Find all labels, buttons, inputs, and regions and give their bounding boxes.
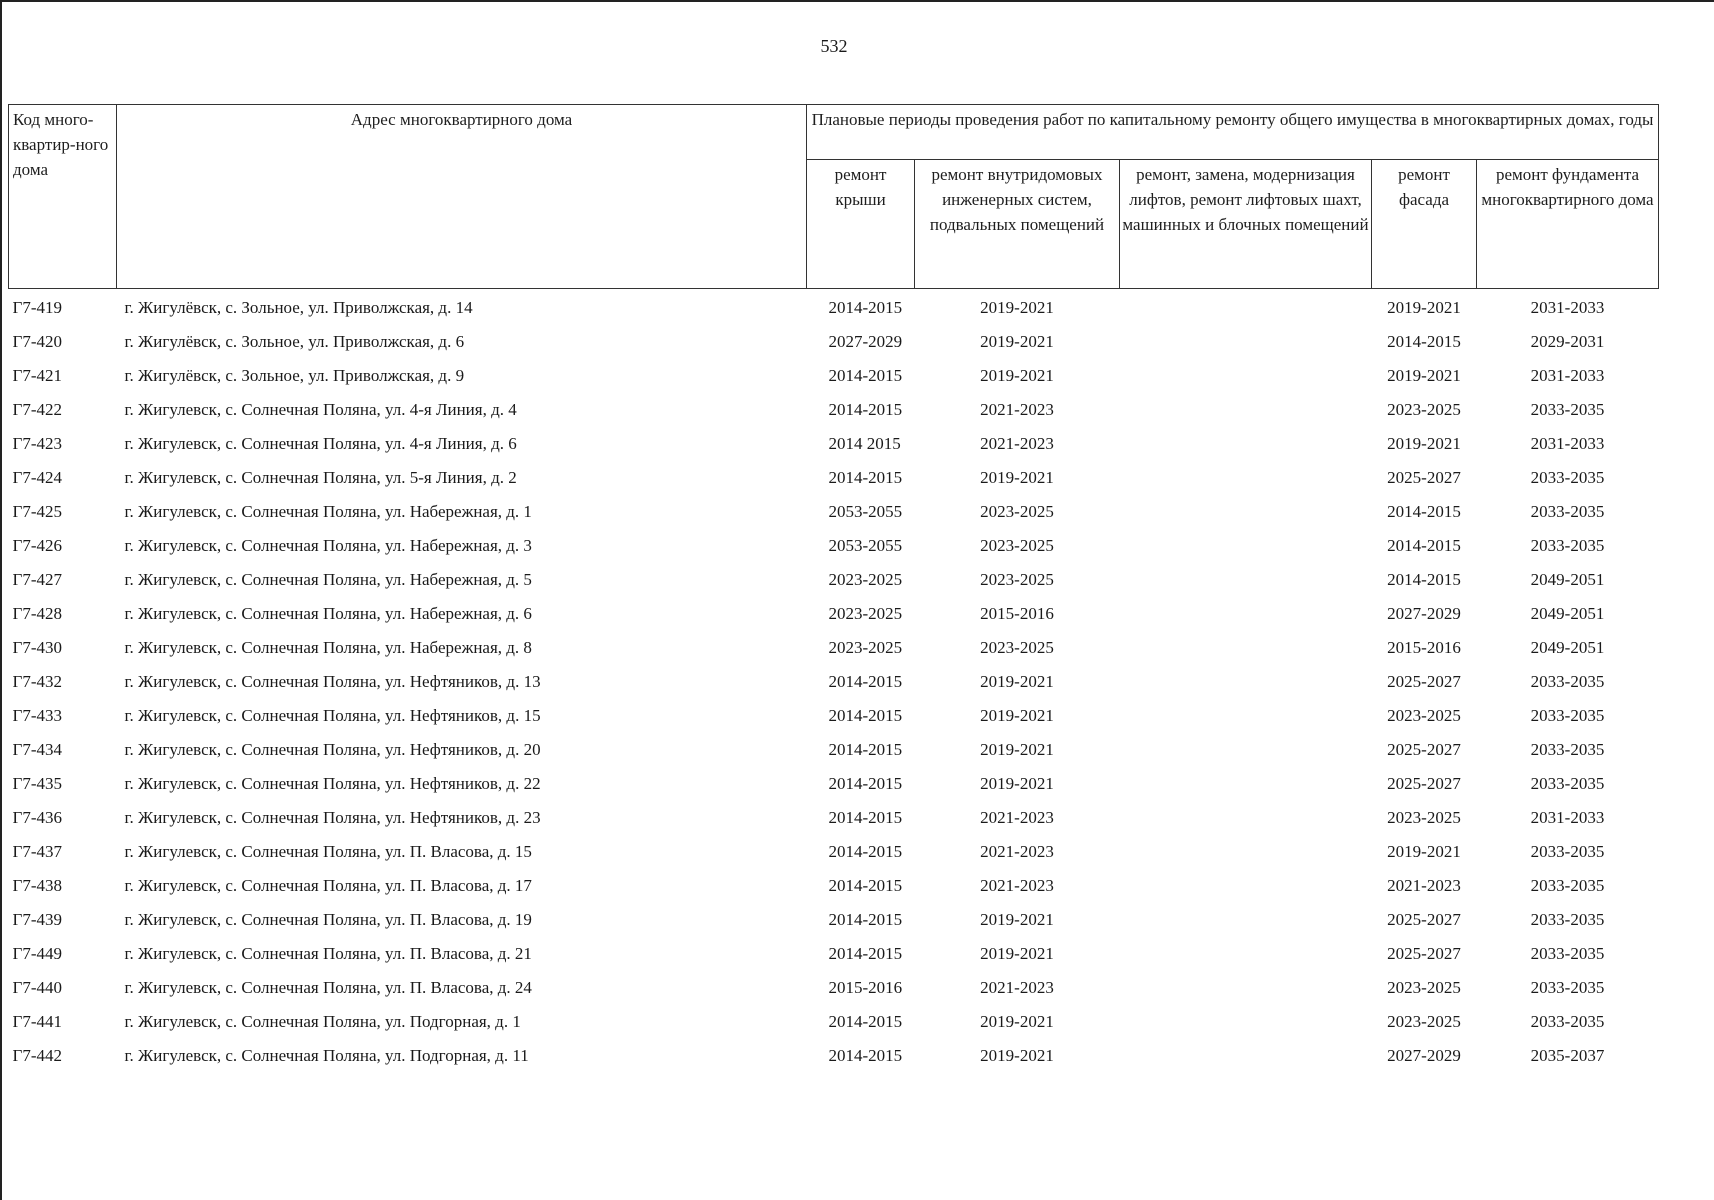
table-row [9,1005,1659,1039]
cell-code: Г7-422 [12,400,62,419]
table-row [9,665,1659,699]
table-row [9,597,1659,631]
cell-code: Г7-426 [12,536,62,555]
cell-roof: 2015-2016 [828,978,903,997]
cell-facade: 2025-2027 [1387,944,1461,963]
cell-address: г. Жигулевск, с. Солнечная Поляна, ул. Набережная, д. 6 [124,604,532,623]
cell-engineering: 2019-2021 [980,944,1054,963]
cell-foundation: 2031-2033 [1530,298,1605,317]
cell-code: Г7-430 [12,638,62,657]
cell-address: г. Жигулевск, с. Солнечная Поляна, ул. Набережная, д. 5 [124,570,532,589]
cell-address: г. Жигулевск, с. Солнечная Поляна, ул. Набережная, д. 8 [124,638,532,657]
cell-address: г. Жигулевск, с. Солнечная Поляна, ул. П. Власова, д. 19 [124,910,532,929]
cell-engineering: 2019-2021 [980,298,1054,317]
cell-foundation: 2033-2035 [1530,536,1605,555]
cell-engineering: 2021-2023 [980,978,1054,997]
cell-address: г. Жигулевск, с. Солнечная Поляна, ул. Нефтяников, д. 23 [124,808,541,827]
cell-code: Г7-432 [12,672,62,691]
cell-elevators [1120,733,1372,767]
cell-elevators [1120,529,1372,563]
cell-engineering: 2019-2021 [980,1046,1054,1065]
cell-roof: 2023-2025 [828,638,903,657]
cell-facade: 2014-2015 [1387,332,1461,351]
cell-elevators [1120,869,1372,903]
cell-foundation: 2033-2035 [1530,1012,1605,1031]
cell-facade: 2027-2029 [1387,1046,1461,1065]
cell-code: Г7-419 [12,298,62,317]
cell-engineering: 2019-2021 [980,740,1054,759]
cell-facade: 2014-2015 [1387,570,1461,589]
cell-code: Г7-435 [12,774,62,793]
cell-foundation: 2049-2051 [1530,570,1605,589]
cell-roof: 2014-2015 [828,1012,903,1031]
header-code: Код много-квартир-ного дома [9,105,117,289]
cell-foundation: 2029-2031 [1530,332,1605,351]
cell-engineering: 2021-2023 [980,434,1054,453]
cell-engineering: 2023-2025 [980,502,1054,521]
cell-engineering: 2019-2021 [980,910,1054,929]
table-row [9,495,1659,529]
cell-roof: 2014-2015 [828,740,903,759]
header-elevators: ремонт, замена, модернизация лифтов, ремонт лифтовых шахт, машинных и блочных помещений [1120,160,1372,289]
table-row [9,631,1659,665]
header-facade: ремонт фасада [1372,160,1477,289]
cell-elevators [1120,597,1372,631]
cell-code: Г7-427 [12,570,62,589]
cell-elevators [1120,767,1372,801]
cell-foundation: 2031-2033 [1530,808,1605,827]
cell-roof: 2014 2015 [828,434,901,453]
cell-code: Г7-420 [12,332,62,351]
cell-foundation: 2033-2035 [1530,400,1605,419]
page-border-top [0,0,1714,2]
cell-roof: 2014-2015 [828,876,903,895]
cell-engineering: 2015-2016 [980,604,1054,623]
cell-roof: 2014-2015 [828,944,903,963]
table-row [9,325,1659,359]
cell-elevators [1120,937,1372,971]
cell-address: г. Жигулевск, с. Солнечная Поляна, ул. 4-я Линия, д. 6 [124,434,517,453]
cell-engineering: 2023-2025 [980,638,1054,657]
cell-roof: 2014-2015 [828,706,903,725]
cell-facade: 2014-2015 [1387,536,1461,555]
cell-code: Г7-433 [12,706,62,725]
table-row [9,699,1659,733]
cell-facade: 2023-2025 [1387,400,1461,419]
cell-address: г. Жигулевск, с. Солнечная Поляна, ул. 5-я Линия, д. 2 [124,468,517,487]
cell-roof: 2023-2025 [828,604,903,623]
cell-elevators [1120,495,1372,529]
cell-foundation: 2049-2051 [1530,638,1605,657]
table-row [9,937,1659,971]
cell-foundation: 2033-2035 [1530,944,1605,963]
cell-elevators [1120,1039,1372,1073]
cell-roof: 2023-2025 [828,570,903,589]
repair-schedule-table [8,104,1659,1073]
cell-code: Г7-428 [12,604,62,623]
table-row [9,869,1659,903]
cell-engineering: 2021-2023 [980,400,1054,419]
table-row [9,529,1659,563]
cell-facade: 2019-2021 [1387,434,1461,453]
table-header [9,105,1659,289]
cell-facade: 2015-2016 [1387,638,1461,657]
page-border-left [0,0,2,1200]
cell-address: г. Жигулевск, с. Солнечная Поляна, ул. Нефтяников, д. 13 [124,672,541,691]
header-foundation: ремонт фундамента многоквартирного дома [1477,160,1659,289]
cell-elevators [1120,461,1372,495]
cell-roof: 2014-2015 [828,774,903,793]
cell-code: Г7-421 [12,366,62,385]
cell-roof: 2014-2015 [828,468,903,487]
cell-code: Г7-423 [12,434,62,453]
cell-facade: 2019-2021 [1387,366,1461,385]
cell-code: Г7-425 [12,502,62,521]
cell-foundation: 2033-2035 [1530,502,1605,521]
cell-facade: 2027-2029 [1387,604,1461,623]
cell-address: г. Жигулевск, с. Солнечная Поляна, ул. П. Власова, д. 15 [124,842,532,861]
table-row [9,767,1659,801]
table-row [9,971,1659,1005]
cell-code: Г7-442 [12,1046,62,1065]
header-roof: ремонт крыши [807,160,915,289]
table-row [9,1039,1659,1073]
cell-foundation: 2033-2035 [1530,706,1605,725]
cell-engineering: 2019-2021 [980,774,1054,793]
table-row [9,903,1659,937]
cell-foundation: 2033-2035 [1530,910,1605,929]
cell-facade: 2021-2023 [1387,876,1461,895]
cell-address: г. Жигулёвск, с. Зольное, ул. Приволжская, д. 6 [124,332,465,351]
cell-engineering: 2019-2021 [980,706,1054,725]
cell-elevators [1120,325,1372,359]
cell-foundation: 2033-2035 [1530,468,1605,487]
cell-code: Г7-440 [12,978,62,997]
table-row [9,427,1659,461]
cell-engineering: 2021-2023 [980,876,1054,895]
cell-roof: 2014-2015 [828,400,903,419]
cell-address: г. Жигулевск, с. Солнечная Поляна, ул. 4-я Линия, д. 4 [124,400,517,419]
cell-facade: 2019-2021 [1387,298,1461,317]
cell-foundation: 2049-2051 [1530,604,1605,623]
cell-code: Г7-449 [12,944,62,963]
cell-address: г. Жигулевск, с. Солнечная Поляна, ул. П. Власова, д. 17 [124,876,532,895]
cell-elevators [1120,393,1372,427]
cell-foundation: 2033-2035 [1530,672,1605,691]
cell-code: Г7-439 [12,910,62,929]
table-row [9,563,1659,597]
cell-roof: 2014-2015 [828,808,903,827]
cell-roof: 2014-2015 [828,298,903,317]
cell-address: г. Жигулевск, с. Солнечная Поляна, ул. Набережная, д. 1 [124,502,532,521]
cell-facade: 2023-2025 [1387,1012,1461,1031]
header-address: Адрес многоквартирного дома [117,105,807,289]
cell-facade: 2014-2015 [1387,502,1461,521]
cell-address: г. Жигулевск, с. Солнечная Поляна, ул. П. Власова, д. 21 [124,944,532,963]
cell-roof: 2027-2029 [828,332,903,351]
cell-elevators [1120,971,1372,1005]
cell-elevators [1120,359,1372,393]
cell-address: г. Жигулевск, с. Солнечная Поляна, ул. П. Власова, д. 24 [124,978,532,997]
cell-elevators [1120,289,1372,326]
table-row [9,289,1659,326]
cell-engineering: 2021-2023 [980,808,1054,827]
cell-elevators [1120,699,1372,733]
header-engineering: ремонт внутридомовых инженерных систем, подвальных помещений [915,160,1120,289]
cell-code: Г7-424 [12,468,62,487]
cell-elevators [1120,801,1372,835]
cell-engineering: 2023-2025 [980,570,1054,589]
cell-facade: 2025-2027 [1387,740,1461,759]
cell-foundation: 2033-2035 [1530,842,1605,861]
page-number: 532 [820,36,848,56]
cell-elevators [1120,903,1372,937]
cell-foundation: 2033-2035 [1530,978,1605,997]
cell-roof: 2014-2015 [828,366,903,385]
cell-roof: 2014-2015 [828,842,903,861]
cell-address: г. Жигулевск, с. Солнечная Поляна, ул. Набережная, д. 3 [124,536,532,555]
cell-roof: 2014-2015 [828,910,903,929]
cell-facade: 2023-2025 [1387,978,1461,997]
cell-foundation: 2031-2033 [1530,366,1605,385]
cell-engineering: 2023-2025 [980,536,1054,555]
cell-foundation: 2033-2035 [1530,740,1605,759]
cell-address: г. Жигулевск, с. Солнечная Поляна, ул. Нефтяников, д. 15 [124,706,541,725]
table-row [9,835,1659,869]
cell-code: Г7-438 [12,876,62,895]
cell-code: Г7-434 [12,740,62,759]
cell-elevators [1120,563,1372,597]
cell-foundation: 2033-2035 [1530,774,1605,793]
cell-facade: 2025-2027 [1387,468,1461,487]
table-row [9,801,1659,835]
cell-engineering: 2021-2023 [980,842,1054,861]
cell-elevators [1120,1005,1372,1039]
cell-address: г. Жигулёвск, с. Зольное, ул. Приволжская, д. 9 [124,366,465,385]
cell-engineering: 2019-2021 [980,332,1054,351]
cell-roof: 2014-2015 [828,1046,903,1065]
cell-address: г. Жигулевск, с. Солнечная Поляна, ул. Подгорная, д. 1 [124,1012,521,1031]
cell-roof: 2053-2055 [828,502,903,521]
table-body [9,289,1659,1074]
repair-schedule-table-wrapper [8,104,1659,1073]
cell-engineering: 2019-2021 [980,366,1054,385]
cell-facade: 2023-2025 [1387,808,1461,827]
cell-address: г. Жигулевск, с. Солнечная Поляна, ул. Подгорная, д. 11 [124,1046,529,1065]
cell-roof: 2053-2055 [828,536,903,555]
cell-elevators [1120,631,1372,665]
cell-address: г. Жигулёвск, с. Зольное, ул. Приволжская, д. 14 [124,298,473,317]
cell-foundation: 2035-2037 [1530,1046,1605,1065]
cell-facade: 2025-2027 [1387,910,1461,929]
cell-elevators [1120,835,1372,869]
cell-foundation: 2033-2035 [1530,876,1605,895]
table-row [9,733,1659,767]
cell-address: г. Жигулевск, с. Солнечная Поляна, ул. Нефтяников, д. 20 [124,740,541,759]
cell-facade: 2025-2027 [1387,774,1461,793]
table-row [9,359,1659,393]
cell-roof: 2014-2015 [828,672,903,691]
cell-facade: 2025-2027 [1387,672,1461,691]
cell-elevators [1120,665,1372,699]
table-row [9,461,1659,495]
cell-engineering: 2019-2021 [980,672,1054,691]
cell-elevators [1120,427,1372,461]
cell-code: Г7-436 [12,808,62,827]
cell-code: Г7-437 [12,842,62,861]
cell-facade: 2019-2021 [1387,842,1461,861]
cell-engineering: 2019-2021 [980,1012,1054,1031]
cell-engineering: 2019-2021 [980,468,1054,487]
cell-code: Г7-441 [12,1012,62,1031]
cell-address: г. Жигулевск, с. Солнечная Поляна, ул. Нефтяников, д. 22 [124,774,541,793]
cell-foundation: 2031-2033 [1530,434,1605,453]
table-row [9,393,1659,427]
header-planned-periods: Плановые периоды проведения работ по капитальному ремонту общего имущества в многоквартирных домах, годы [807,105,1659,160]
cell-facade: 2023-2025 [1387,706,1461,725]
